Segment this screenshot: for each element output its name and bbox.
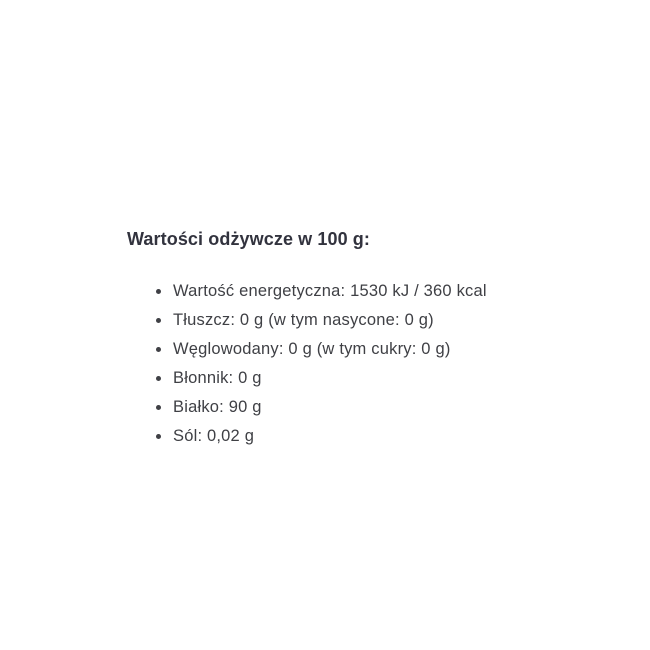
nutrition-item-salt: Sól: 0,02 g — [127, 422, 567, 451]
nutrition-item-fat: Tłuszcz: 0 g (w tym nasycone: 0 g) — [127, 306, 567, 335]
nutrition-item-carbohydrates: Węglowodany: 0 g (w tym cukry: 0 g) — [127, 335, 567, 364]
nutrition-item-protein: Białko: 90 g — [127, 393, 567, 422]
nutrition-heading: Wartości odżywcze w 100 g: — [127, 229, 370, 249]
nutrition-item-energy: Wartość energetyczna: 1530 kJ / 360 kcal — [127, 277, 567, 306]
nutrition-list — [127, 277, 567, 451]
nutrition-item-fiber: Błonnik: 0 g — [127, 364, 567, 393]
nutrition-facts-section — [127, 228, 567, 451]
